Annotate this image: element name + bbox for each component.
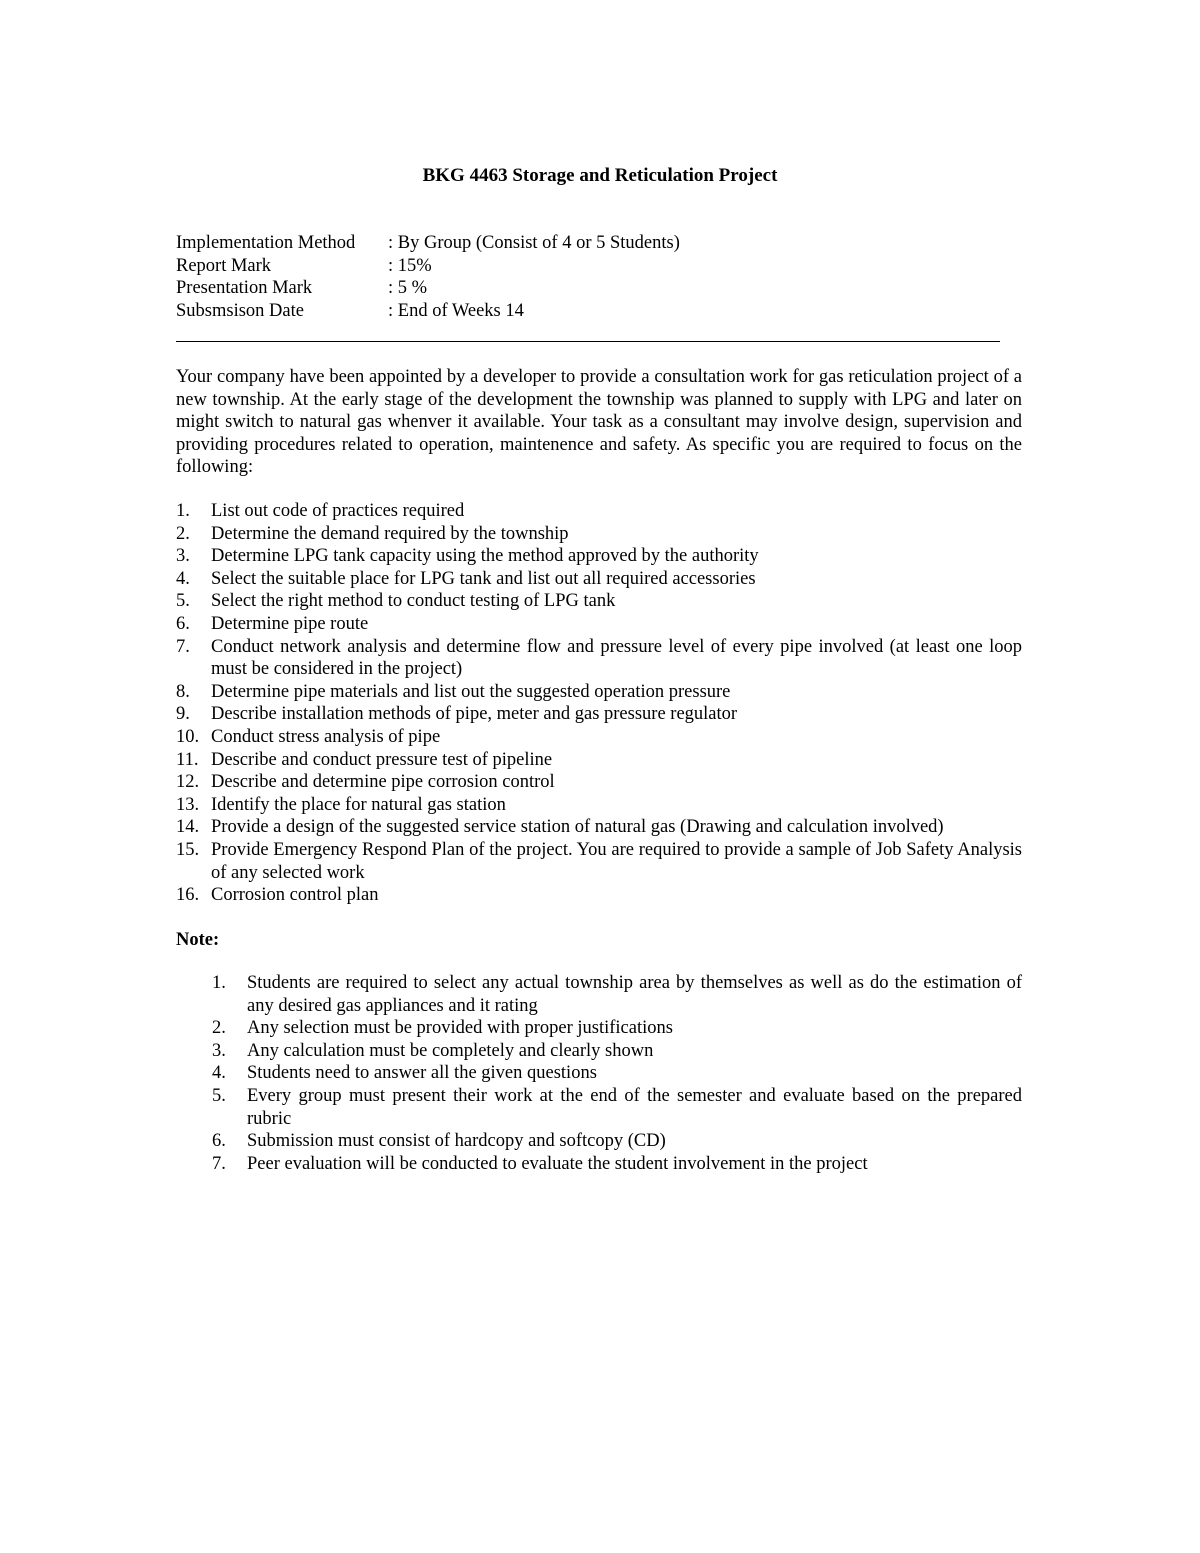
item-text: Select the right method to conduct testing of LPG tank <box>211 591 616 612</box>
item-text: Students are required to select any actual township area by themselves as well as do the estimation of any desired gas appliances and it rating <box>247 973 1022 1016</box>
item-text: Conduct network analysis and determine flow and pressure level of every pipe involved (at least one loop must be considered in the project) <box>211 636 1022 680</box>
item-text: Determine the demand required by the township <box>211 523 569 544</box>
info-row-report-mark <box>176 255 1026 278</box>
info-label: Subsmsison Date <box>176 300 304 321</box>
item-text: Determine pipe route <box>211 613 369 634</box>
item-text: Describe and conduct pressure test of pipeline <box>211 749 553 770</box>
item-number: 9. <box>176 704 190 725</box>
list-item <box>212 1062 1022 1085</box>
item-text: Conduct stress analysis of pipe <box>211 726 441 747</box>
info-label: Presentation Mark <box>176 278 313 298</box>
list-item <box>176 771 1022 794</box>
item-number: 13. <box>176 794 200 815</box>
item-number: 6. <box>212 1131 226 1152</box>
item-text: Provide a design of the suggested service station of natural gas (Drawing and calculation involved) <box>211 817 944 838</box>
item-number: 8. <box>176 681 190 702</box>
item-text: Provide Emergency Respond Plan of the project. You are required to provide a sample of Job Safety Analysis of any selected work <box>211 839 1022 883</box>
document-title: BKG 4463 Storage and Reticulation Project <box>422 165 778 186</box>
horizontal-divider <box>176 341 1000 342</box>
list-item <box>176 613 1022 636</box>
info-value: : End of Weeks 14 <box>388 300 524 321</box>
item-text: Determine LPG tank capacity using the method approved by the authority <box>211 546 759 567</box>
item-text: List out code of practices required <box>211 501 465 521</box>
item-number: 3. <box>212 1040 226 1061</box>
item-text: Determine pipe materials and list out the suggested operation pressure <box>211 681 731 702</box>
project-info-block <box>176 232 1026 322</box>
item-text: Any selection must be provided with proper justifications <box>247 1018 673 1039</box>
item-number: 5. <box>176 591 190 612</box>
list-item <box>176 839 1022 884</box>
list-item <box>176 545 1022 568</box>
note-list <box>212 972 1022 1175</box>
intro-paragraph: Your company have been appointed by a developer to provide a consultation work for gas reticulation project of a new township. At the early stage of the development the township was planned to supply with LPG and later on might switch to natural gas whenver it available. Your task as a consultant may involve design, supervision and providing procedures related to operation, maintenence and safety. As specific you are required to focus on the following: <box>176 367 1022 478</box>
list-item <box>176 523 1022 546</box>
list-item <box>176 703 1022 726</box>
item-number: 12. <box>176 772 200 793</box>
item-number: 10. <box>176 726 200 747</box>
list-item <box>176 681 1022 704</box>
info-value: : By Group (Consist of 4 or 5 Students) <box>388 233 680 253</box>
list-item <box>212 1085 1022 1130</box>
list-item <box>212 1153 1022 1176</box>
item-number: 15. <box>176 839 200 860</box>
item-number: 2. <box>176 523 190 544</box>
item-text: Submission must consist of hardcopy and softcopy (CD) <box>247 1131 666 1152</box>
item-text: Corrosion control plan <box>211 885 379 906</box>
info-label: Implementation Method <box>176 233 356 253</box>
info-row-implementation-method <box>176 232 1026 255</box>
list-item <box>176 568 1022 591</box>
list-item <box>176 794 1022 817</box>
item-text: Identify the place for natural gas station <box>211 794 506 815</box>
item-number: 2. <box>212 1018 226 1039</box>
list-item <box>176 816 1022 839</box>
item-number: 14. <box>176 817 200 838</box>
list-item <box>212 972 1022 1017</box>
item-text: Students need to answer all the given questions <box>247 1063 597 1084</box>
task-list <box>176 500 1022 907</box>
info-label: Report Mark <box>176 255 272 276</box>
item-number: 7. <box>212 1153 226 1174</box>
item-number: 4. <box>176 568 190 589</box>
info-row-submission-date <box>176 300 1026 323</box>
list-item <box>176 726 1022 749</box>
list-item <box>176 884 1022 907</box>
item-number: 11. <box>176 749 199 770</box>
info-value: : 5 % <box>388 278 428 298</box>
info-value: : 15% <box>388 255 432 276</box>
note-heading: Note: <box>176 930 220 950</box>
info-row-presentation-mark <box>176 277 1026 300</box>
item-text: Select the suitable place for LPG tank and list out all required accessories <box>211 568 756 589</box>
item-number: 1. <box>176 501 190 521</box>
item-number: 6. <box>176 613 190 634</box>
item-text: Describe and determine pipe corrosion control <box>211 772 555 793</box>
list-item <box>212 1017 1022 1040</box>
item-number: 4. <box>212 1063 226 1084</box>
item-number: 7. <box>176 636 190 657</box>
list-item <box>212 1130 1022 1153</box>
item-text: Every group must present their work at the end of the semester and evaluate based on the prepared rubric <box>247 1085 1022 1129</box>
list-item <box>176 636 1022 681</box>
list-item <box>176 590 1022 613</box>
item-number: 3. <box>176 546 190 567</box>
list-item <box>212 1040 1022 1063</box>
item-text: Describe installation methods of pipe, meter and gas pressure regulator <box>211 704 738 725</box>
item-text: Any calculation must be completely and clearly shown <box>247 1040 654 1061</box>
item-number: 1. <box>212 973 226 993</box>
item-number: 5. <box>212 1085 226 1106</box>
list-item <box>176 500 1022 523</box>
item-text: Peer evaluation will be conducted to evaluate the student involvement in the project <box>247 1153 868 1174</box>
item-number: 16. <box>176 885 200 906</box>
list-item <box>176 749 1022 772</box>
